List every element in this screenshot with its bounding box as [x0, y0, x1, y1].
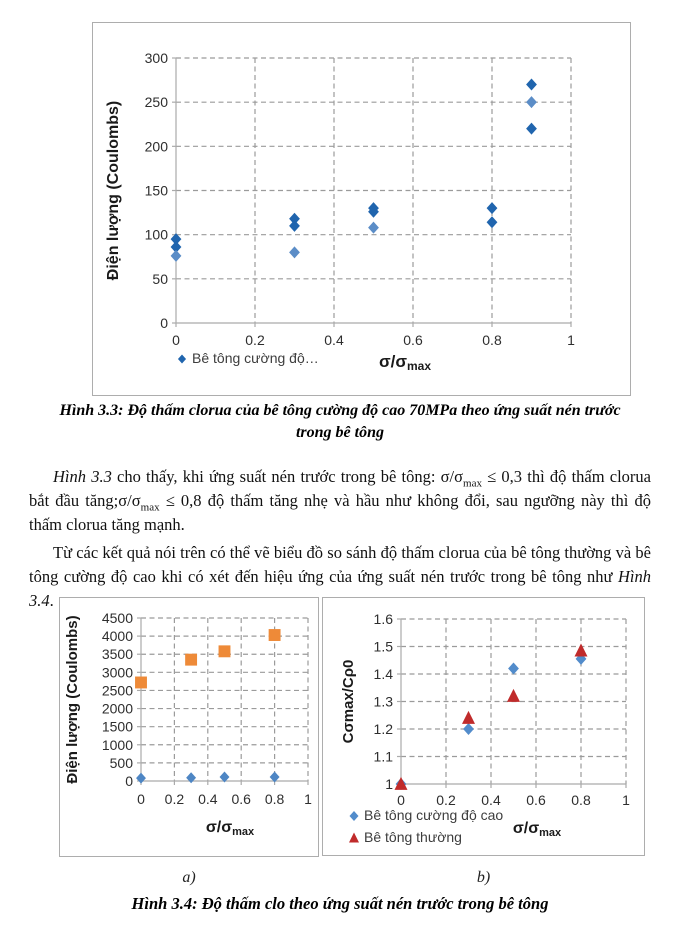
paragraph-text: ≤ 0,8 độ thấm tăng nhẹ và hầu như không đổi, sau ngưỡng này thì độ thấm clorua tăng mạnh.	[29, 490, 651, 534]
svg-text:1.2: 1.2	[373, 721, 393, 737]
svg-text:0: 0	[397, 792, 405, 808]
subscript-max: max	[140, 500, 160, 513]
fig34a-svg	[60, 598, 318, 856]
svg-text:4500: 4500	[101, 610, 133, 626]
svg-text:1.1: 1.1	[373, 748, 393, 765]
svg-text:1.4: 1.4	[373, 666, 393, 682]
figure-3-3-chart	[92, 22, 631, 396]
figure-3-4a-chart	[59, 597, 319, 857]
legend	[178, 350, 319, 366]
svg-text:1000: 1000	[101, 736, 133, 753]
svg-text:0.2: 0.2	[245, 332, 265, 348]
series-points-0	[171, 79, 537, 262]
svg-text:4000: 4000	[101, 628, 133, 645]
svg-text:0.2: 0.2	[164, 791, 185, 807]
svg-text:0.6: 0.6	[403, 332, 423, 348]
axes	[137, 618, 308, 785]
svg-text:1.6: 1.6	[373, 611, 393, 627]
x-axis-label: σ/σmax	[205, 819, 255, 838]
svg-text:50: 50	[152, 270, 168, 287]
svg-text:0.4: 0.4	[324, 332, 344, 348]
tick-labels	[374, 611, 631, 808]
svg-text:1500: 1500	[101, 718, 133, 735]
figure-3-4b-scatter-plot	[323, 598, 644, 860]
y-axis-label: Điện lượng (Coulombs)	[105, 100, 122, 281]
paragraph-text: .	[49, 590, 54, 610]
paragraph-1	[29, 465, 651, 537]
axes	[172, 58, 571, 327]
tick-labels	[145, 50, 575, 348]
svg-text:300: 300	[144, 50, 168, 66]
svg-text:2500: 2500	[101, 682, 133, 699]
paragraph-text: ≤ 0,3 thì độ thấm clorua bắt đầu tăng;σ/σ	[29, 466, 651, 510]
svg-text:3000: 3000	[101, 664, 133, 681]
svg-text:1: 1	[304, 791, 312, 807]
svg-text:100: 100	[144, 226, 168, 243]
svg-text:0.6: 0.6	[231, 791, 251, 807]
svg-text:0.4: 0.4	[198, 791, 218, 807]
figure-3-3-scatter-plot	[93, 23, 630, 400]
svg-text:0.6: 0.6	[526, 792, 546, 808]
svg-text:0: 0	[125, 773, 133, 789]
svg-text:250: 250	[144, 94, 168, 111]
svg-text:2000: 2000	[101, 700, 133, 717]
y-axis-label: Cσmax/Cρ0	[340, 659, 357, 744]
svg-text:0.8: 0.8	[482, 332, 502, 348]
fig33-svg	[93, 23, 630, 395]
y-axis-label: Điện lượng (Coulombs)	[64, 615, 81, 784]
figure-3-4b-chart	[322, 597, 645, 856]
svg-text:0.4: 0.4	[481, 792, 501, 808]
svg-text:Bê tông thường: Bê tông thường	[364, 829, 462, 845]
subfigure-label-a: a)	[182, 869, 196, 886]
figure-3-3-caption: Hình 3.3: Độ thấm clorua của bê tông cường độ cao 70MPa theo ứng suất nén trước trong bê tông	[59, 402, 621, 441]
svg-text:Bê tông cường độ cao: Bê tông cường độ cao	[364, 807, 504, 823]
figure-3-4-caption: Hình 3.4: Độ thấm clo theo ứng suất nén trước trong bê tông	[131, 894, 549, 913]
svg-text:Bê tông cường độ…: Bê tông cường độ…	[192, 350, 319, 366]
axes	[397, 619, 626, 788]
svg-text:1.5: 1.5	[373, 638, 393, 655]
svg-text:0.8: 0.8	[264, 791, 285, 807]
figure-3-4a-scatter-plot	[60, 598, 318, 861]
subscript-max: max	[463, 476, 482, 489]
figure-reference: Hình 3.3	[53, 466, 112, 486]
svg-text:150: 150	[144, 182, 168, 199]
svg-text:1: 1	[567, 332, 575, 348]
gridlines	[141, 618, 308, 781]
x-axis-label: σ/σmax	[512, 820, 562, 839]
svg-text:1.3: 1.3	[373, 693, 393, 710]
subfigure-label-b: b)	[476, 869, 491, 886]
svg-text:0.8: 0.8	[571, 792, 591, 808]
svg-text:200: 200	[144, 138, 168, 155]
svg-text:0: 0	[160, 315, 168, 331]
paragraph-text: cho thấy, khi ứng suất nén trước trong bê tông: σ/σ	[111, 466, 464, 486]
svg-text:0.2: 0.2	[436, 792, 456, 808]
figure-reference: Hình 3.4	[29, 566, 651, 610]
gridlines	[176, 58, 571, 323]
paragraph-text: Từ các kết quả nói trên có thể vẽ biểu đồ so sánh độ thấm clorua của bê tông thường và bê tông cường độ cao khi có xét đến hiệu ứng của ứng suất nén trước trong bê tông như	[29, 542, 651, 586]
svg-text:1: 1	[385, 776, 393, 792]
svg-text:0: 0	[172, 332, 180, 348]
svg-text:3500: 3500	[101, 646, 133, 663]
svg-text:1: 1	[622, 792, 630, 808]
x-axis-label: σ/σmax	[378, 352, 432, 373]
legend	[349, 807, 503, 845]
svg-text:0: 0	[137, 791, 145, 807]
svg-text:500: 500	[109, 754, 133, 771]
fig34b-svg	[323, 598, 644, 855]
